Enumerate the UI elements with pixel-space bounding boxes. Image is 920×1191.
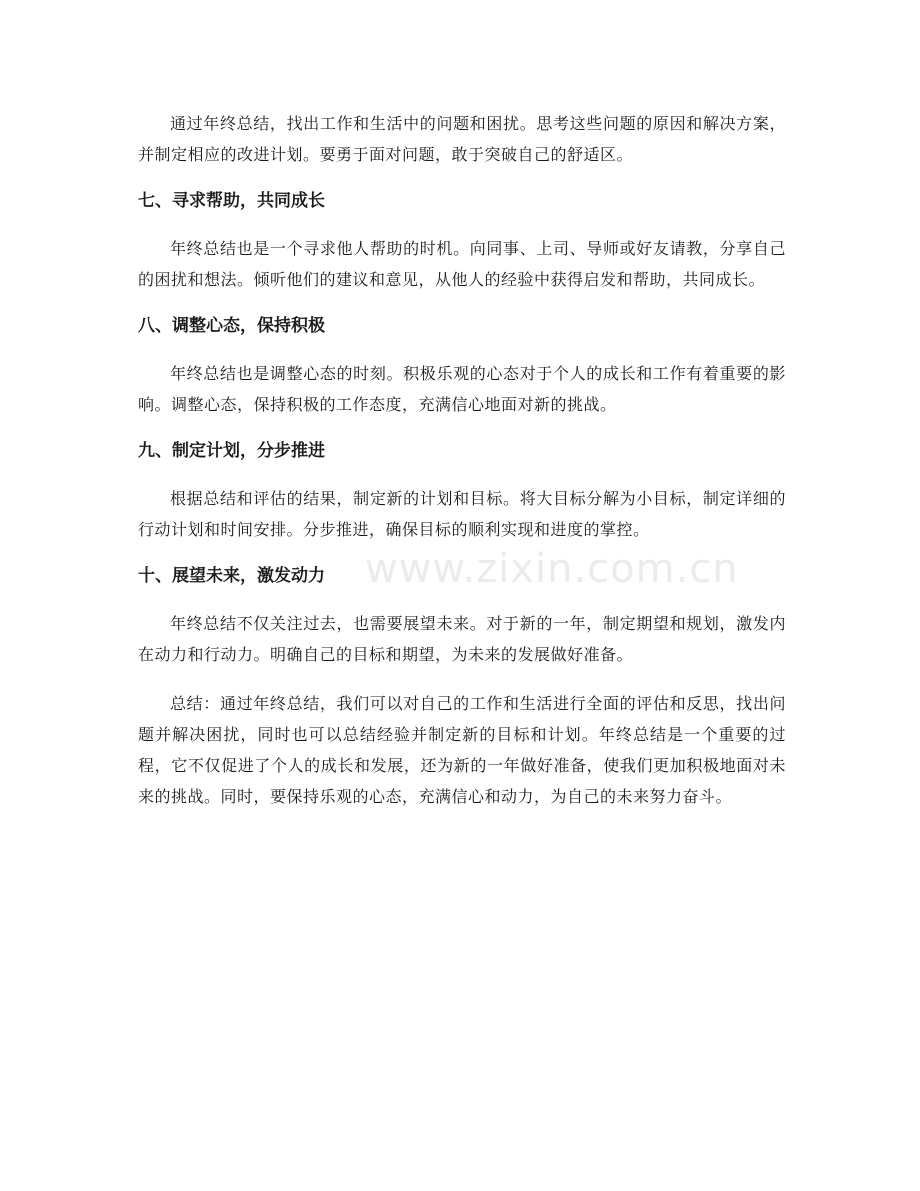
watermark-text: www.zixin.com.cn (365, 546, 739, 592)
heading-make-plan: 九、制定计划，分步推进 (138, 441, 325, 461)
paragraph-problems: 通过年终总结，找出工作和生活中的问题和困扰。思考这些问题的原因和解决方案，并制定相应的改进计划。要勇于面对问题，敢于突破自己的舒适区。 (138, 114, 786, 164)
document-content (138, 108, 786, 812)
heading-adjust-mindset: 八、调整心态，保持积极 (138, 316, 325, 336)
paragraph-summary: 总结：通过年终总结，我们可以对自己的工作和生活进行全面的评估和反思，找出问题并解决困扰，同时也可以总结经验并制定新的目标和计划。年终总结是一个重要的过程，它不仅促进了个人的成长和发展，还为新的一年做好准备，使我们更加积极地面对未来的挑战。同时，要保持乐观的心态，充满信心和动力，为自己的未来努力奋斗。 (138, 694, 786, 806)
heading-seek-help: 七、寻求帮助，共同成长 (138, 191, 325, 211)
paragraph-look-forward: 年终总结不仅关注过去，也需要展望未来。对于新的一年，制定期望和规划，激发内在动力和行动力。明确自己的目标和期望，为未来的发展做好准备。 (138, 614, 786, 664)
paragraph-adjust-mindset: 年终总结也是调整心态的时刻。积极乐观的心态对于个人的成长和工作有着重要的影响。调整心态，保持积极的工作态度，充满信心地面对新的挑战。 (138, 364, 786, 414)
heading-look-forward: 十、展望未来，激发动力 (138, 566, 325, 586)
paragraph-make-plan: 根据总结和评估的结果，制定新的计划和目标。将大目标分解为小目标，制定详细的行动计划和时间安排。分步推进，确保目标的顺利实现和进度的掌控。 (138, 489, 786, 539)
paragraph-seek-help: 年终总结也是一个寻求他人帮助的时机。向同事、上司、导师或好友请教，分享自己的困扰和想法。倾听他们的建议和意见，从他人的经验中获得启发和帮助，共同成长。 (138, 239, 786, 289)
